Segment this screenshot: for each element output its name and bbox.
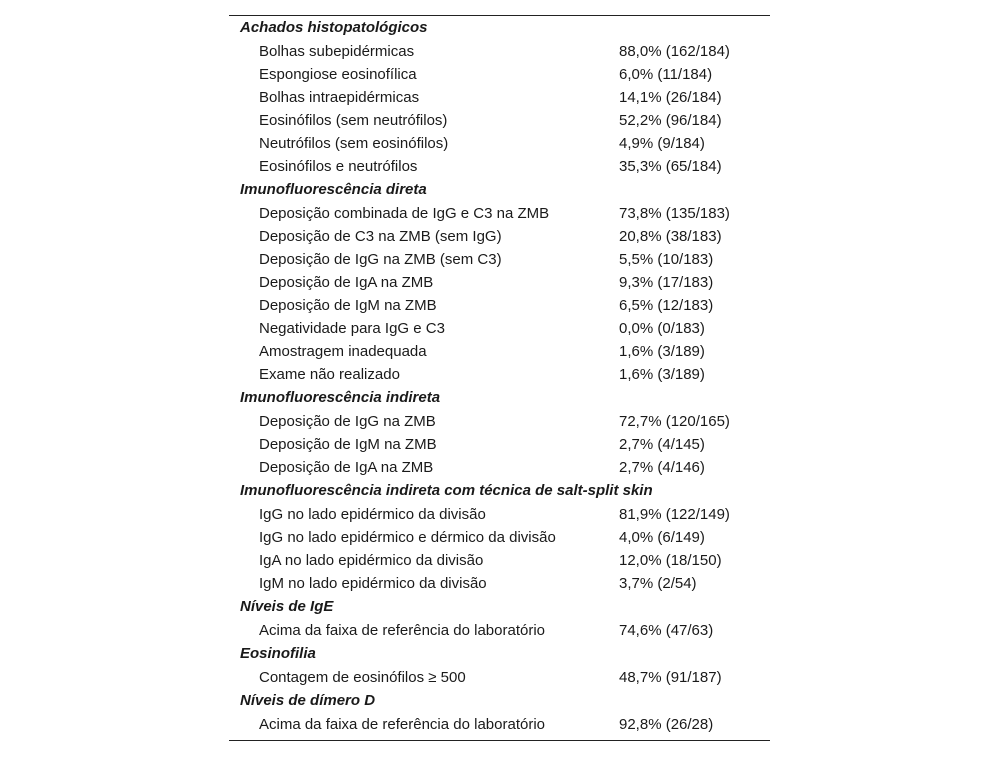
table-section [229,479,770,595]
row-label: Negatividade para IgG e C3 [259,320,445,337]
table-row [229,340,770,363]
section-title: Imunofluorescência indireta com técnica de salt-split skin [240,482,653,499]
row-value: 6,5% (12/183) [619,297,714,314]
row-label: Contagem de eosinófilos ≥ 500 [259,669,466,686]
table-row [229,63,770,86]
section-title: Eosinofilia [240,645,316,662]
row-label: Eosinófilos e neutrófilos [259,158,418,175]
row-label: Eosinófilos (sem neutrófilos) [259,112,448,129]
table-row [229,503,770,526]
row-value: 3,7% (2/54) [619,575,697,592]
row-value: 1,6% (3/189) [619,343,705,360]
row-value: 35,3% (65/184) [619,158,722,175]
row-value: 4,0% (6/149) [619,529,705,546]
section-title: Imunofluorescência direta [240,181,427,198]
table-row [229,713,770,736]
findings-table [229,15,770,741]
table-row [229,433,770,456]
row-value: 2,7% (4/145) [619,436,705,453]
row-value: 5,5% (10/183) [619,251,714,268]
row-label: Neutrófilos (sem eosinófilos) [259,135,449,152]
row-label: Acima da faixa de referência do laboratório [259,622,545,639]
table-section [229,595,770,642]
row-value: 2,7% (4/146) [619,459,705,476]
row-label: Amostragem inadequada [259,343,427,360]
row-label: Deposição de IgM na ZMB [259,436,437,453]
table-row [229,363,770,386]
row-value: 1,6% (3/189) [619,366,705,383]
row-label: Deposição de C3 na ZMB (sem IgG) [259,228,502,245]
row-label: IgG no lado epidérmico da divisão [259,506,486,523]
row-label: Bolhas subepidérmicas [259,43,415,60]
row-label: Deposição de IgM na ZMB [259,297,437,314]
table-row [229,109,770,132]
table-row [229,271,770,294]
row-value: 9,3% (17/183) [619,274,714,291]
table-row [229,619,770,642]
table-row [229,526,770,549]
table-row [229,410,770,433]
row-label: Exame não realizado [259,366,400,383]
row-label: Deposição de IgA na ZMB [259,459,434,476]
row-label: Bolhas intraepidérmicas [259,89,420,106]
table-row [229,132,770,155]
table-row [229,572,770,595]
row-label: IgG no lado epidérmico e dérmico da divisão [259,529,556,546]
row-value: 92,8% (26/28) [619,716,714,733]
row-label: Deposição de IgG na ZMB [259,413,436,430]
table-section [229,642,770,689]
row-label: IgA no lado epidérmico da divisão [259,552,484,569]
table-row [229,666,770,689]
row-label: Deposição combinada de IgG e C3 na ZMB [259,205,550,222]
row-value: 12,0% (18/150) [619,552,722,569]
table-row [229,202,770,225]
table-section [229,386,770,479]
section-title: Níveis de IgE [240,598,334,615]
row-value: 73,8% (135/183) [619,205,730,222]
table-row [229,317,770,340]
table-row [229,225,770,248]
table-row [229,456,770,479]
row-label: Deposição de IgG na ZMB (sem C3) [259,251,502,268]
table-row [229,40,770,63]
row-value: 72,7% (120/165) [619,413,730,430]
table-row [229,86,770,109]
row-value: 81,9% (122/149) [619,506,730,523]
table-row [229,248,770,271]
table-row [229,155,770,178]
table-section [229,689,770,736]
table-row [229,549,770,572]
row-value: 4,9% (9/184) [619,135,705,152]
row-value: 88,0% (162/184) [619,43,730,60]
section-title: Imunofluorescência indireta [240,389,441,406]
row-value: 20,8% (38/183) [619,228,722,245]
row-value: 74,6% (47/63) [619,622,714,639]
row-label: IgM no lado epidérmico da divisão [259,575,487,592]
row-value: 0,0% (0/183) [619,320,705,337]
section-title: Achados histopatológicos [240,19,428,36]
row-label: Acima da faixa de referência do laboratório [259,716,545,733]
row-value: 14,1% (26/184) [619,89,722,106]
row-value: 6,0% (11/184) [619,66,713,83]
table-section [229,178,770,386]
row-label: Espongiose eosinofílica [259,66,417,83]
table-section [229,16,770,178]
row-value: 52,2% (96/184) [619,112,722,129]
row-value: 48,7% (91/187) [619,669,722,686]
table-row [229,294,770,317]
row-label: Deposição de IgA na ZMB [259,274,434,291]
section-title: Níveis de dímero D [240,692,376,709]
